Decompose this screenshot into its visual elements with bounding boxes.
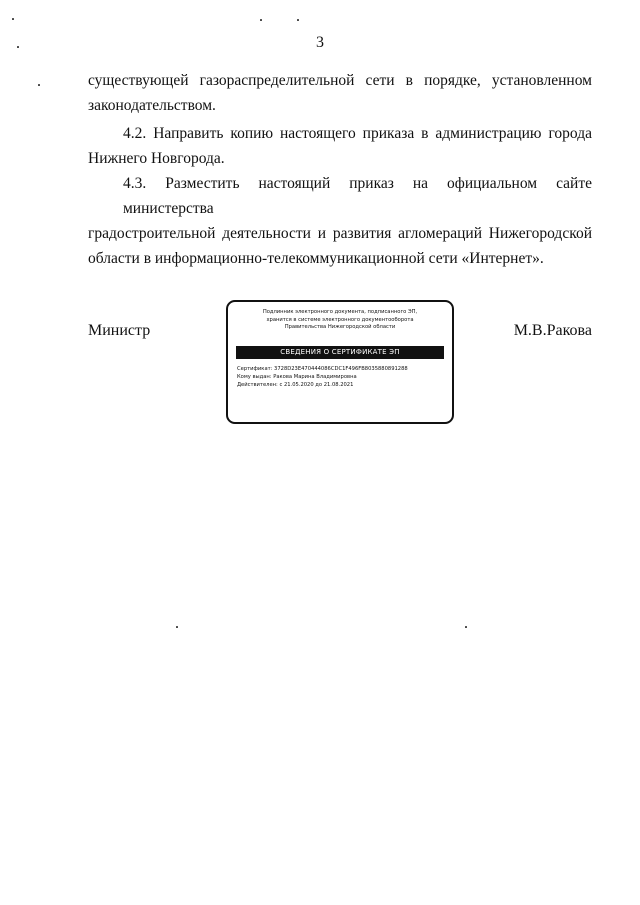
paragraph-line: существующей газораспределительной сети в порядке, установленном (88, 72, 592, 89)
certificate-value: 3728D23E470444086CDC1F496FB8035880891288 (274, 366, 408, 372)
stamp-certificate-details (237, 366, 446, 389)
validity-value: с 21.05.2020 до 21.08.2021 (279, 381, 354, 388)
paragraph-line: области в информационно-телекоммуникационной сети «Интернет». (88, 250, 544, 267)
stamp-certificate-bar: СВЕДЕНИЯ О СЕРТИФИКАТЕ ЭП (236, 346, 444, 359)
scan-speck (176, 626, 178, 628)
validity-label: Действителен: (237, 381, 278, 388)
scan-speck (260, 19, 262, 21)
paragraph-line: 4.2. Направить копию настоящего приказа в администрацию города (123, 125, 592, 142)
issued-to-value: Ракова Марина Владимировна (273, 373, 357, 380)
paragraph-line: законодательством. (88, 97, 216, 114)
signer-title: Министр (88, 322, 151, 339)
issued-to-label: Кому выдан: (237, 373, 272, 380)
certificate-row (237, 366, 446, 374)
paragraph-line: 4.3. Разместить настоящий приказ на официальном сайте министерства (123, 175, 592, 217)
paragraph-4-1-end (88, 68, 592, 118)
scan-speck (297, 19, 299, 21)
signer-name: М.В.Ракова (513, 322, 592, 339)
issued-to-row (237, 374, 446, 382)
certificate-label: Сертификат: (237, 366, 273, 372)
paragraph-4-2 (88, 121, 592, 171)
stamp-header (236, 309, 444, 332)
electronic-signature-stamp (226, 300, 454, 424)
paragraph-line: Нижнего Новгорода. (88, 150, 225, 167)
stamp-header-line: Подлинник электронного документа, подписанного ЭП, (262, 309, 418, 315)
paragraph-line: градостроительной деятельности и развития агломераций Нижегородской (88, 225, 592, 242)
scan-speck (12, 18, 14, 20)
scan-speck (38, 84, 40, 86)
stamp-header-line: хранится в системе электронного документооборота (266, 316, 414, 323)
stamp-header-line: Правительства Нижегородской области (284, 324, 396, 330)
validity-row (237, 382, 446, 390)
page-number: 3 (316, 34, 324, 51)
paragraph-4-3 (88, 171, 592, 271)
scan-speck (465, 626, 467, 628)
